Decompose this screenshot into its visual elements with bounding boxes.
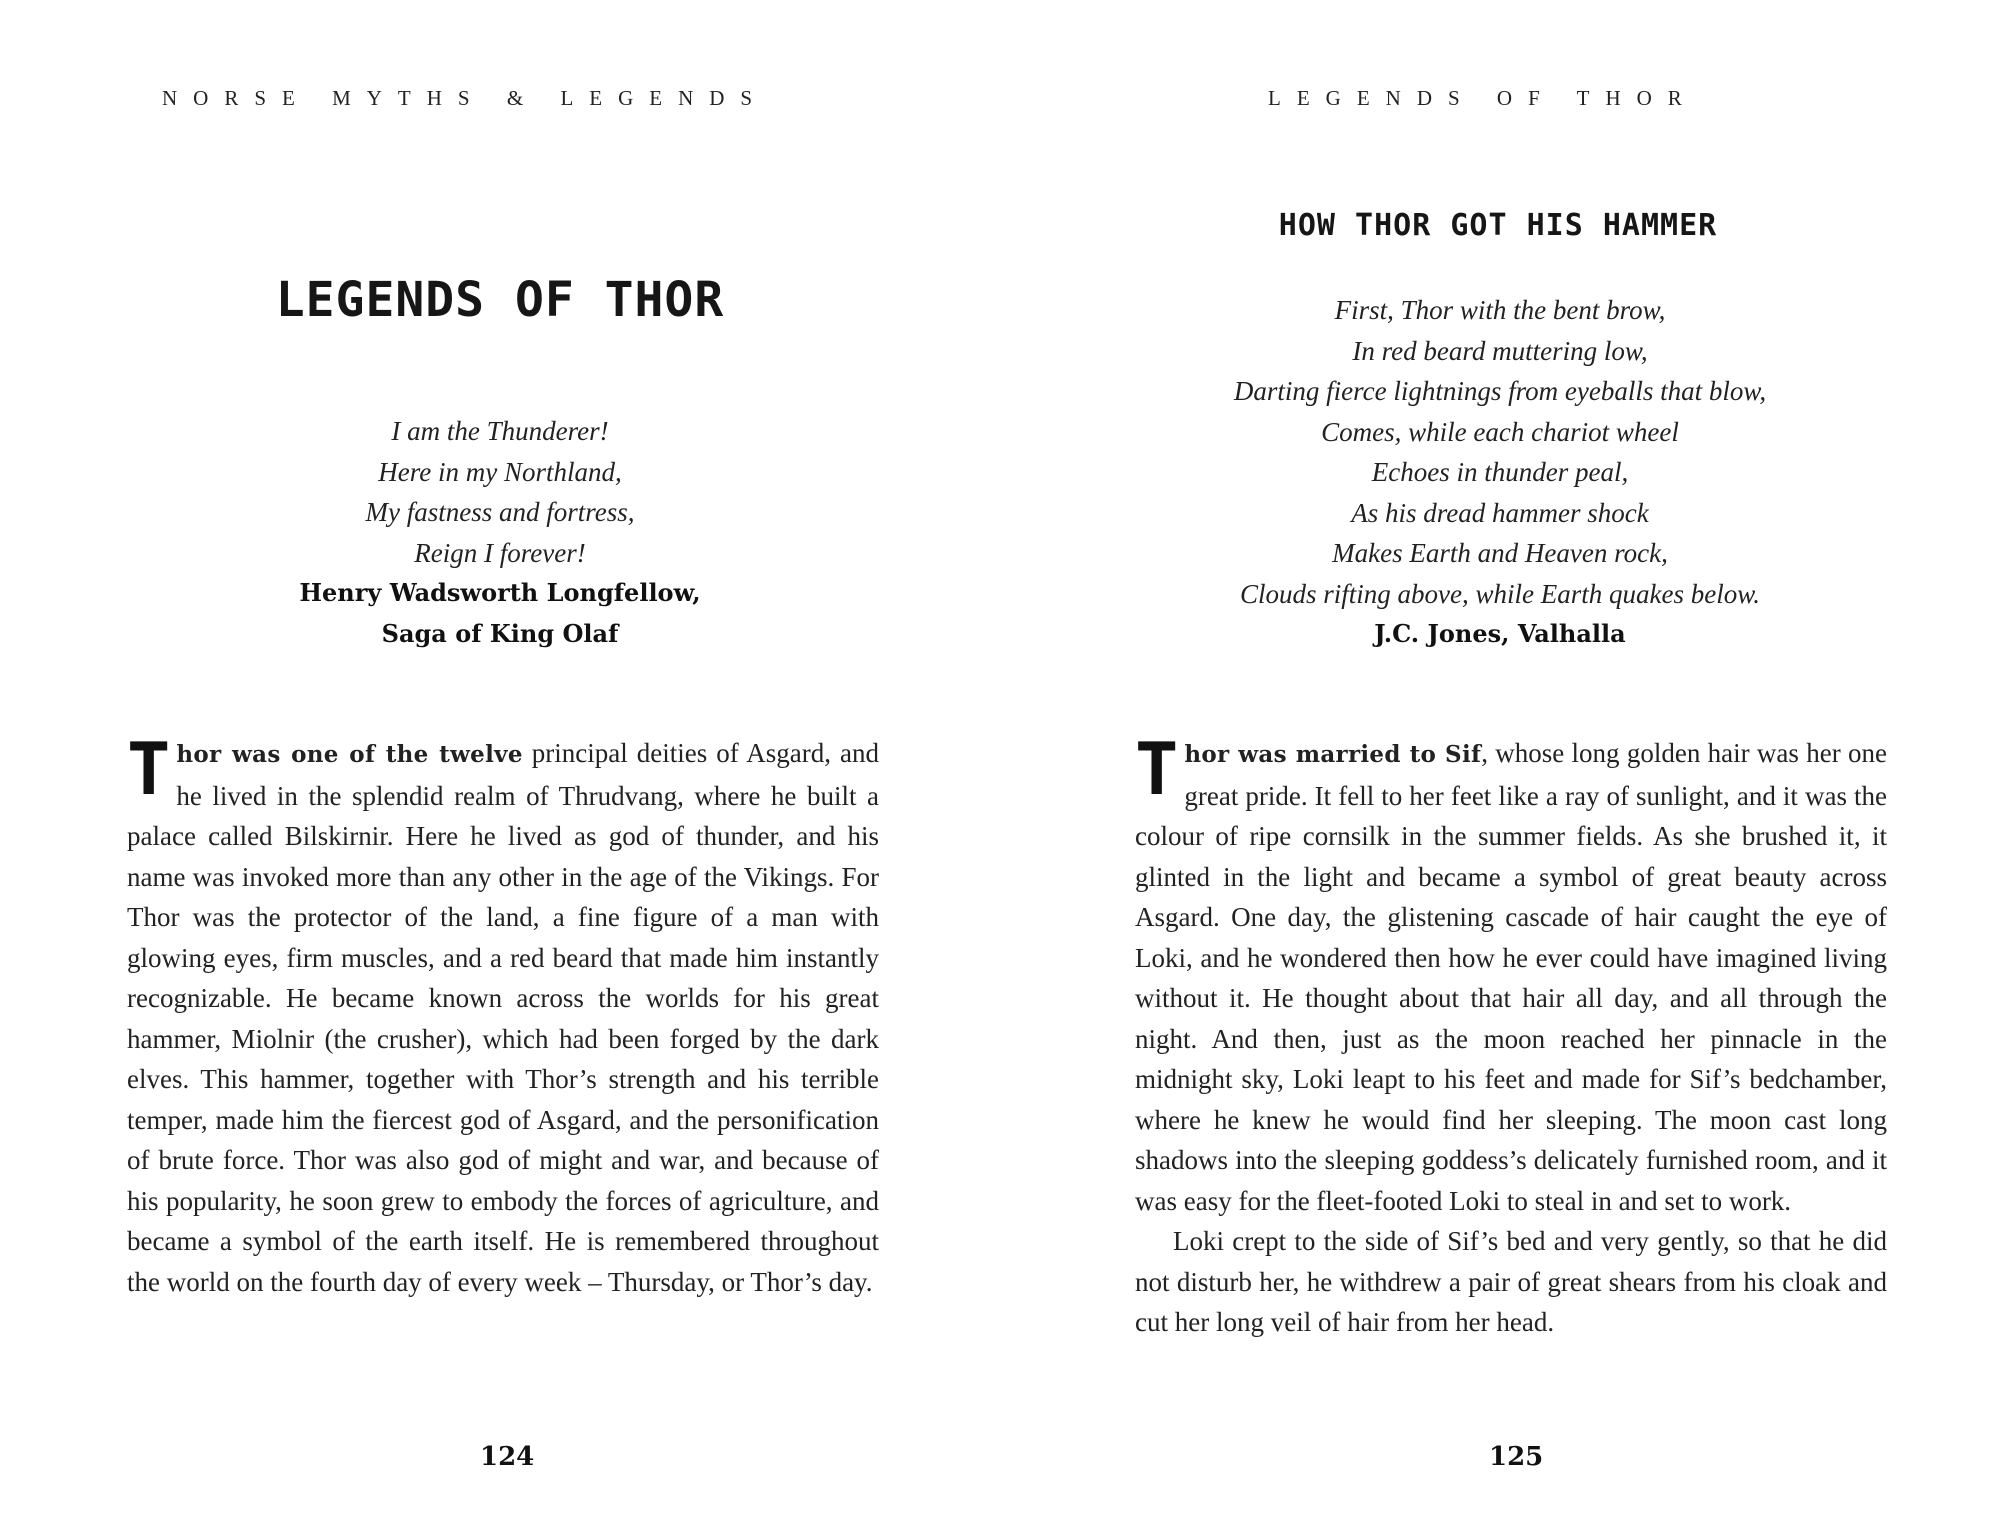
verse-line: As his dread hammer shock	[1351, 497, 1649, 528]
right-page	[1000, 0, 2000, 1529]
verse-line: In red beard muttering low,	[1352, 335, 1648, 366]
paragraph	[1135, 727, 1887, 1221]
attribution-line: Saga of King Olaf	[381, 618, 619, 648]
verse-line: Clouds rifting above, while Earth quakes below.	[1240, 578, 1760, 609]
verse-line: My fastness and fortress,	[365, 497, 635, 527]
page-number: 125	[1489, 1442, 1544, 1472]
paragraph-text: principal deities of Asgard, and he lived in the splendid realm of Thrudvang, where he built a palace called Bilskirnir. Here he lived as god of thunder, and his name was invoked more than any other in the age of the Vikings. For Thor was the protector of the land, a fine figure of a man with glowing eyes, firm muscles, and a red beard that made him instantly recognizable. He became known across the worlds for his great hammer, Miolnir (the crusher), which had been forged by the dark elves. This hammer, together with Thor’s strength and his terrible temper, made him the fiercest god of Asgard, and the personification of brute force. Thor was also god of might and war, and because of his popularity, he soon grew to embody the forces of agriculture, and became a symbol of the earth itself. He is remembered throughout the world on the fourth day of every week – Thursday, or Thor’s day.	[127, 738, 879, 1297]
attribution-line: J.C. Jones, Valhalla	[1374, 619, 1626, 648]
attribution-line: Henry Wadsworth Longfellow,	[299, 578, 701, 607]
verse-line: Reign I forever!	[414, 537, 586, 568]
lead-in: hor was one of the twelve	[176, 741, 523, 768]
drop-cap: T	[127, 727, 171, 811]
verse-line: Darting fierce lightnings from eyeballs that blow,	[1233, 376, 1767, 406]
paragraph	[127, 727, 879, 1302]
chapter-title: LEGENDS OF THOR	[275, 272, 725, 328]
epigraph-attribution	[1000, 614, 2000, 655]
verse-line: First, Thor with the bent brow,	[1334, 295, 1666, 325]
verse-line: I am the Thunderer!	[391, 416, 609, 446]
epigraph-attribution	[0, 573, 1000, 654]
epigraph-verse	[1000, 290, 2000, 614]
drop-cap: T	[1135, 727, 1179, 811]
page-number: 124	[480, 1442, 535, 1472]
section-title: HOW THOR GOT HIS HAMMER	[1278, 208, 1718, 243]
paragraph: Loki crept to the side of Sif’s bed and very gently, so that he did not disturb her, he withdrew a pair of great shears from his cloak and cut her long veil of hair from her head.	[1135, 1226, 1887, 1337]
lead-in: hor was married to Sif	[1184, 741, 1482, 768]
running-head: NORSE MYTHS & LEGENDS	[162, 86, 769, 110]
verse-line: Here in my Northland,	[378, 456, 622, 487]
verse-line: Echoes in thunder peal,	[1371, 457, 1629, 487]
body-text	[1135, 727, 1887, 1343]
running-head: LEGENDS OF THOR	[1268, 86, 1698, 110]
verse-line: Makes Earth and Heaven rock,	[1332, 538, 1668, 568]
verse-line: Comes, while each chariot wheel	[1321, 416, 1679, 447]
body-text	[127, 727, 879, 1302]
paragraph-text: , whose long golden hair was her one great pride. It fell to her feet like a ray of sunlight, and it was the colour of ripe cornsilk in the summer fields. As she brushed it, it glinted in the light and became a symbol of great beauty across Asgard. One day, the glistening cascade of hair caught the eye of Loki, and he wondered then how he ever could have imagined living without it. He thought about that hair all day, and all through the night. And then, just as the moon reached her pinnacle in the midnight sky, Loki leapt to his feet and made for Sif’s bedchamber, where he knew he would find her sleeping. The moon cast long shadows into the sleeping goddess’s delicately furnished room, and it was easy for the fleet-footed Loki to steal in and set to work.	[1135, 738, 1887, 1216]
epigraph-verse	[0, 411, 1000, 573]
